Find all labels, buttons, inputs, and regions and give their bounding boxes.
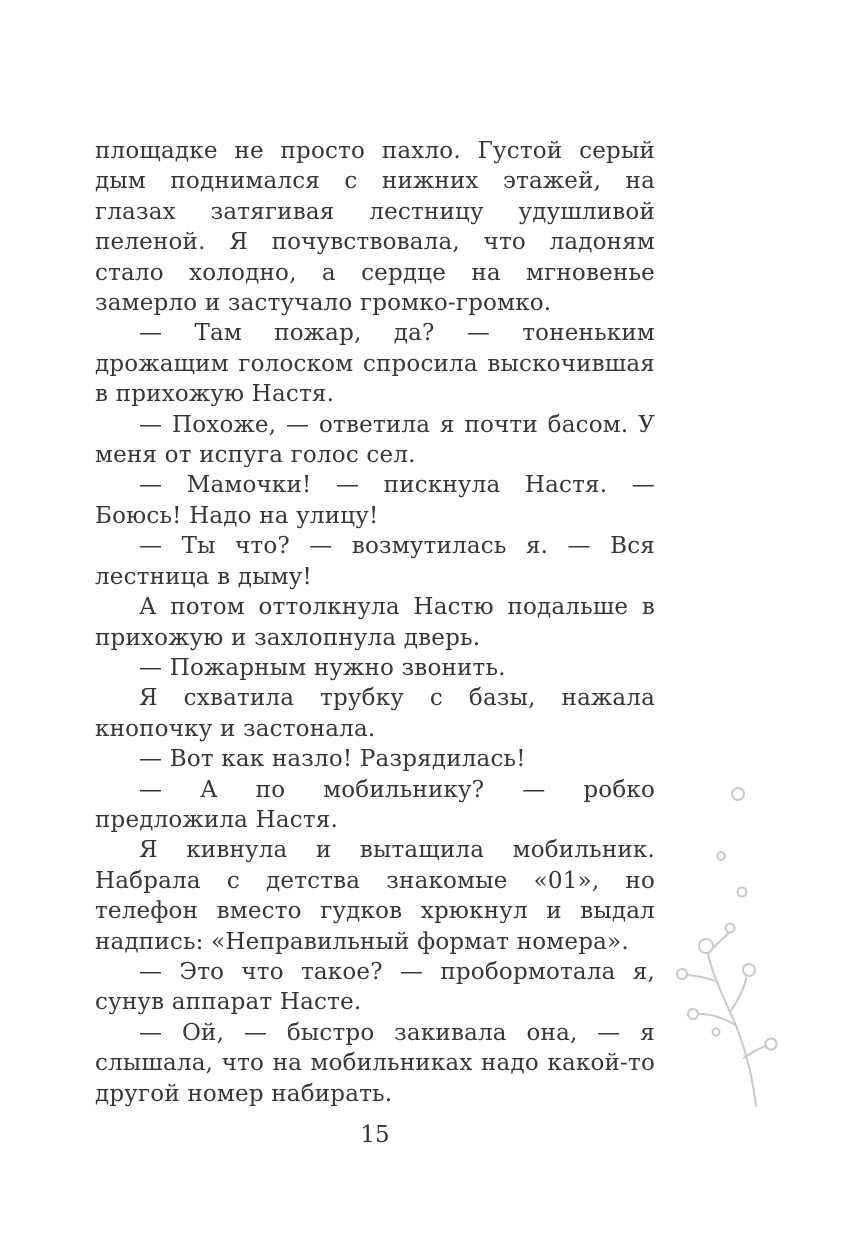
page-text (95, 136, 655, 1109)
paragraph: Я кивнула и вытащила мобильник. Набрала с детства знакомые «01», но телефон вместо гудков хрюкнул и выдал надпись: «Неправильный формат номера». (95, 837, 655, 955)
paragraph: — Вот как назло! Разрядилась! (139, 746, 526, 773)
paragraph: — Пожарным нужно звонить. (139, 654, 506, 681)
dot-icon (738, 888, 747, 897)
berry-branch-illustration (672, 770, 782, 1115)
paragraph: — Похоже, — ответила я почти басом. У меня от испуга голос сел. (95, 411, 655, 469)
paragraph: — Ты что? — возмутилась я. — Вся лестница в дыму! (95, 533, 655, 590)
paragraph: площадке не просто пахло. Густой серый дым поднимался с нижних этажей, на глазах затягивая лестницу удушливой пеленой. Я почувствовала, что ладоням стало холодно, а сердце на мгновенье замерло и застучало громко-громко. (95, 138, 655, 317)
paragraph: — Мамочки! — пискнула Настя. — Боюсь! Надо на улицу! (95, 472, 655, 529)
dot-icon (717, 852, 725, 860)
dot-icon (732, 788, 744, 800)
paragraph: — Ой, — быстро закивала она, — я слышала, что на мобильниках надо какой-то другой номер набирать. (95, 1019, 655, 1107)
paragraph: — Это что такое? — пробормотала я, сунув аппарат Насте. (95, 958, 655, 1016)
paragraph: — А по мобильнику? — робко предложила Настя. (95, 776, 655, 833)
paragraph: Я схватила трубку с базы, нажала кнопочку и застонала. (95, 685, 655, 742)
page-number: 15 (360, 1122, 390, 1148)
paragraph: — Там пожар, да? — тоненьким дрожащим голоском спросила выскочившая в прихожую Настя. (95, 320, 655, 408)
paragraph: А потом оттолкнула Настю подальше в прихожую и захлопнула дверь. (95, 594, 655, 651)
